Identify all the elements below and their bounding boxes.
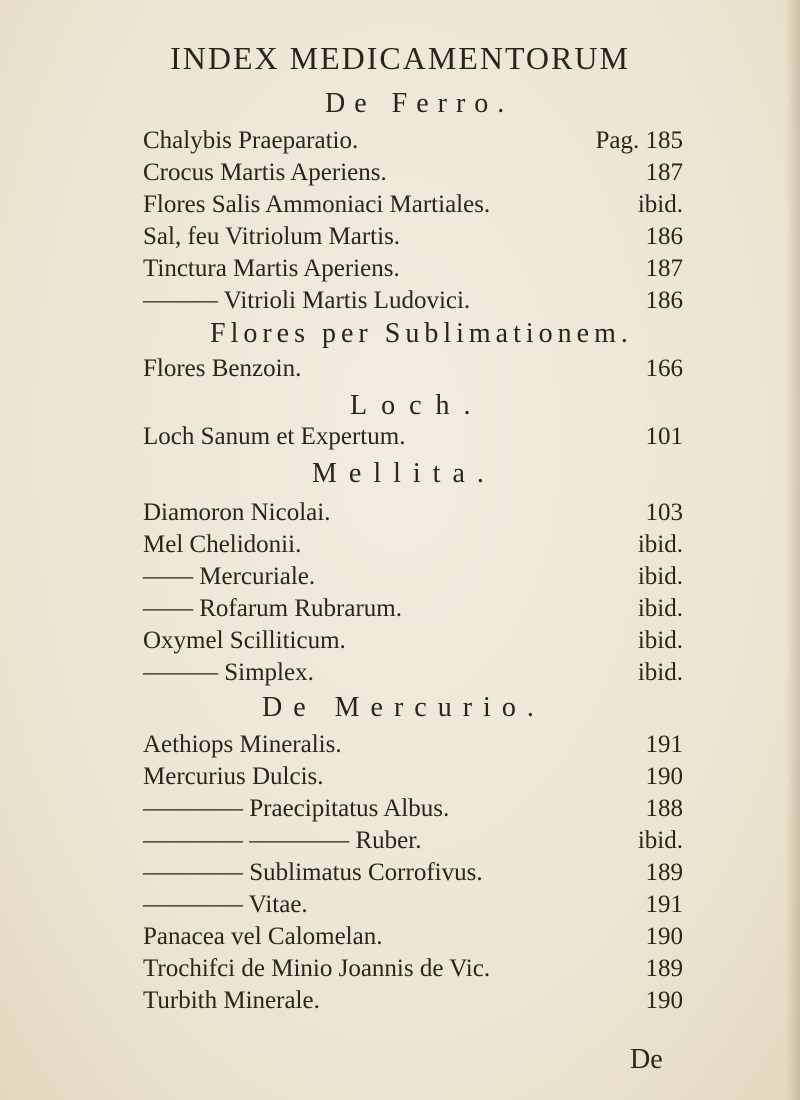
entry-name: ———— Vitae. (143, 891, 308, 918)
catchword: De (630, 1044, 663, 1075)
entry-name: Loch Sanum et Expertum. (143, 423, 406, 450)
section-heading-de-mercurio: De Mercurio. (262, 692, 545, 723)
entry-name: —— Mercuriale. (143, 563, 316, 590)
entry-name: ———— Praecipitatus Albus. (143, 795, 450, 822)
list-item (143, 760, 683, 794)
list-item (143, 284, 683, 318)
entry-page: ibid. (637, 595, 683, 622)
page-title: INDEX MEDICAMENTORUM (170, 40, 630, 76)
entry-name: ———— ———— Ruber. (143, 827, 422, 854)
entry-page: ibid. (637, 563, 683, 590)
entry-page: 186 (645, 223, 683, 250)
entry-name: Flores Benzoin. (143, 355, 302, 382)
list-item (143, 856, 683, 890)
list-item (143, 252, 683, 286)
list-item (143, 352, 683, 386)
entry-page: 189 (645, 859, 683, 886)
list-item (143, 124, 683, 158)
entry-name: Chalybis Praeparatio. (143, 127, 359, 154)
entry-name: Trochifci de Minio Joannis de Vic. (143, 955, 491, 982)
entry-page: 189 (645, 955, 683, 982)
list-item (143, 156, 683, 190)
list-item (143, 496, 683, 530)
entry-page: 187 (645, 255, 683, 282)
entry-name: ——— Simplex. (143, 659, 314, 686)
page-edge (786, 0, 800, 1100)
entry-page: Pag. 185 (595, 127, 683, 154)
entry-page: ibid. (637, 827, 683, 854)
entry-page: 191 (645, 891, 683, 918)
entry-name: —— Rofarum Rubrarum. (143, 595, 402, 622)
entry-name: Turbith Minerale. (143, 987, 320, 1014)
list-item (143, 420, 683, 454)
entry-name: Mel Chelidonii. (143, 531, 302, 558)
entry-page: 187 (645, 159, 683, 186)
list-item (143, 952, 683, 986)
list-item (143, 728, 683, 762)
section-heading-flores: Flores per Sublimationem. (210, 318, 633, 349)
entry-page: 190 (645, 763, 683, 790)
entry-page: 190 (645, 923, 683, 950)
entry-page: 191 (645, 731, 683, 758)
section-heading-de-ferro: De Ferro. (325, 88, 514, 119)
entry-page: 188 (645, 795, 683, 822)
list-item (143, 528, 683, 562)
entry-page: ibid. (637, 659, 683, 686)
list-item (143, 824, 683, 858)
entry-name: Oxymel Scilliticum. (143, 627, 346, 654)
entry-name: Aethiops Mineralis. (143, 731, 342, 758)
entry-page: 190 (645, 987, 683, 1014)
entry-name: Flores Salis Ammoniaci Martiales. (143, 191, 491, 218)
list-item (143, 560, 683, 594)
list-item (143, 592, 683, 626)
entry-name: ——— Vitrioli Martis Ludovici. (143, 287, 471, 314)
entry-page: 103 (645, 499, 683, 526)
entry-name: Diamoron Nicolai. (143, 499, 331, 526)
entry-page: 166 (645, 355, 683, 382)
entry-page: 186 (645, 287, 683, 314)
entry-name: Crocus Martis Aperiens. (143, 159, 387, 186)
entry-name: Tinctura Martis Aperiens. (143, 255, 400, 282)
list-item (143, 920, 683, 954)
entry-page: ibid. (637, 191, 683, 218)
entry-page: ibid. (637, 531, 683, 558)
list-item (143, 984, 683, 1018)
section-heading-mellita: Mellita. (312, 458, 496, 489)
list-item (143, 656, 683, 690)
list-item (143, 792, 683, 826)
entry-name: Mercurius Dulcis. (143, 763, 324, 790)
entry-page: ibid. (637, 627, 683, 654)
section-heading-loch: Loch. (350, 390, 485, 421)
list-item (143, 624, 683, 658)
entry-name: Panacea vel Calomelan. (143, 923, 383, 950)
entry-page: 101 (645, 423, 683, 450)
list-item (143, 220, 683, 254)
entry-name: ———— Sublimatus Corrofivus. (143, 859, 483, 886)
list-item (143, 888, 683, 922)
list-item (143, 188, 683, 222)
entry-name: Sal, feu Vitriolum Martis. (143, 223, 401, 250)
